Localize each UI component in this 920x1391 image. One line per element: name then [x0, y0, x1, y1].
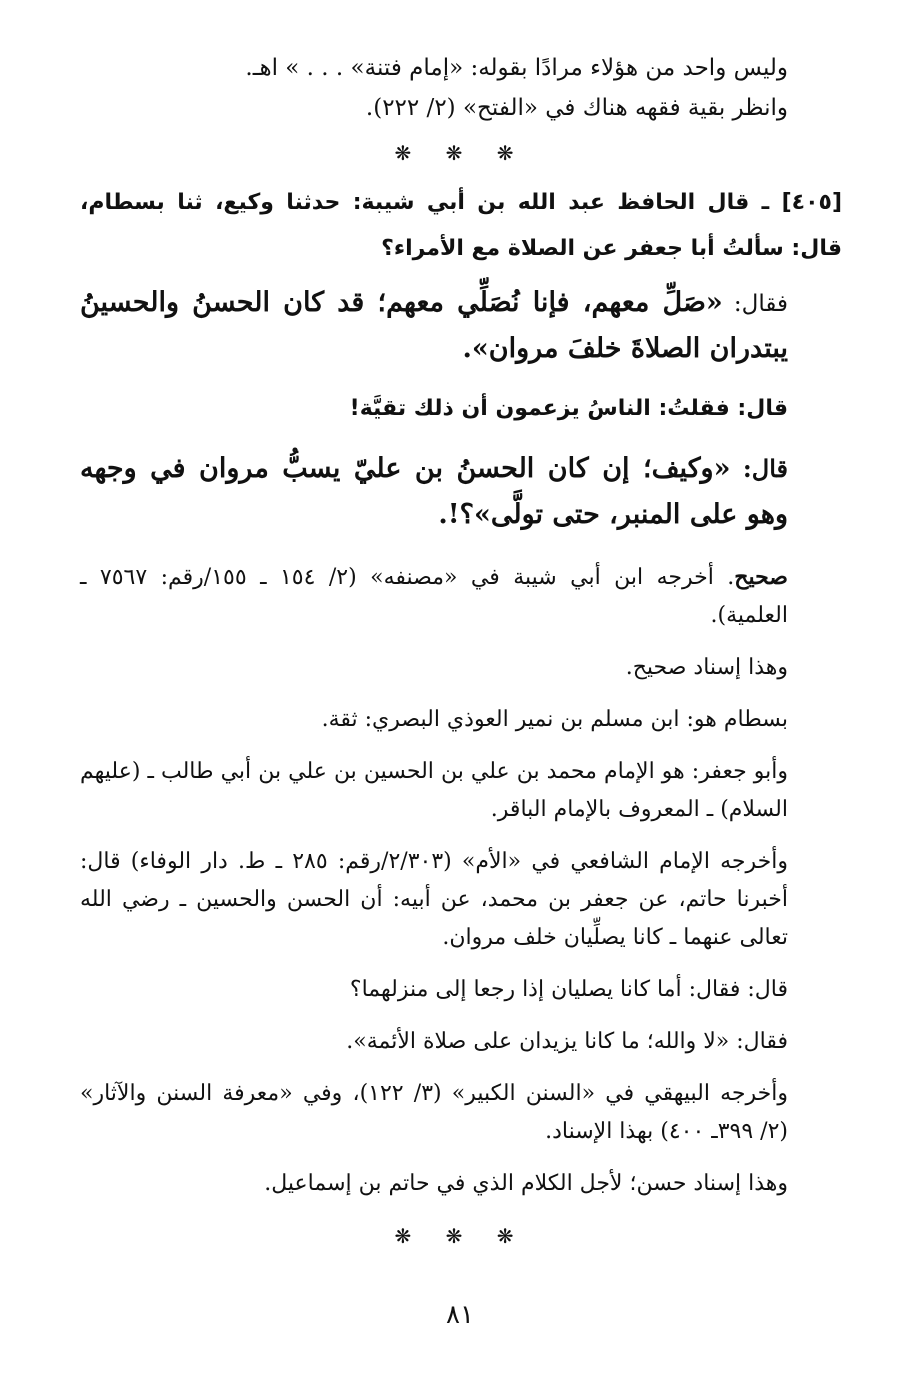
abu-jafar-note: وأبو جعفر: هو الإمام محمد بن علي بن الحسين بن علي بن أبي طالب ـ (عليهم السلام) ـ المعروف بالإمام الباقر.: [80, 759, 788, 822]
hadith-number: [٤٠٥]: [781, 190, 842, 215]
page-number: ٨١: [446, 1300, 474, 1330]
hadith-answer-1: [80, 280, 842, 372]
hadith-heading: [80, 180, 842, 272]
hasan-note: وهذا إسناد حسن؛ لأجل الكلام الذي في حاتم بن إسماعيل.: [264, 1171, 788, 1196]
prev-section-line-1: وليس واحد من هؤلاء مرادًا بقوله: «إمام فتنة» . . . » اهـ.: [245, 55, 788, 81]
grading-rest: . أخرجه ابن أبي شيبة في «مصنفه» (٢/ ١٥٤ ـ ١٥٥/رقم: ٧٥٦٧ ـ العلمية).: [80, 565, 788, 628]
hadith-isnad: ـ قال الحافظ عبد الله بن أبي شيبة: حدثنا وكيع، ثنا بسطام، قال: سألتُ أبا جعفر عن الصلاة مع الأمراء؟: [80, 190, 842, 261]
answer-1-text: «صَلِّ معهم، فإنا نُصَلِّي معهم؛ قد كان الحسنُ والحسينُ يبتدران الصلاةَ خلفَ مروان».: [80, 287, 788, 364]
shafii-note: وأخرجه الإمام الشافعي في «الأم» (٢/٣٠٣/رقم: ٢٨٥ ـ ط. دار الوفاء) قال: أخبرنا حاتم، عن جعفر بن محمد، عن أبيه: أن الحسن والحسين ـ رضي الله تعالى عنهما ـ كانا يصلِّيان خلف مروان.: [80, 849, 788, 950]
answer-2-text: «وكيف؛ إن كان الحسنُ بن عليّ يسبُّ مروان في وجهه وهو على المنبر، حتى تولَّى»؟!.: [80, 453, 788, 530]
question-prayed-home: قال: فقال: أما كانا يصليان إذا رجعا إلى منزلهما؟: [349, 977, 788, 1002]
grading-paragraph: [80, 558, 842, 635]
bayhaqi-note: وأخرجه البيهقي في «السنن الكبير» (٣/ ١٢٢)، وفي «معرفة السنن والآثار» (٢/ ٣٩٩ـ ٤٠٠) بهذا الإسناد.: [80, 1081, 788, 1144]
answer-1-label: فقال:: [722, 291, 789, 317]
hadith-question-2: قال: فقلتُ: الناسُ يزعمون أن ذلك تقيَّة!: [349, 396, 788, 421]
separator-stars-bottom: ❋ ❋ ❋: [394, 1224, 528, 1248]
hadith-answer-2: [80, 446, 842, 538]
bistam-note: بسطام هو: ابن مسلم بن نمير العوذي البصري: ثقة.: [321, 707, 788, 732]
answer-no: فقال: «لا والله؛ ما كانا يزيدان على صلاة الأئمة».: [346, 1029, 788, 1054]
prev-section-line-2: وانظر بقية فقهه هناك في «الفتح» (٢/ ٢٢٢).: [365, 95, 788, 121]
separator-stars-top: ❋ ❋ ❋: [394, 141, 528, 165]
isnad-note: وهذا إسناد صحيح.: [625, 655, 788, 680]
answer-2-label: قال:: [730, 454, 789, 483]
grading-word: صحيح: [734, 564, 788, 590]
